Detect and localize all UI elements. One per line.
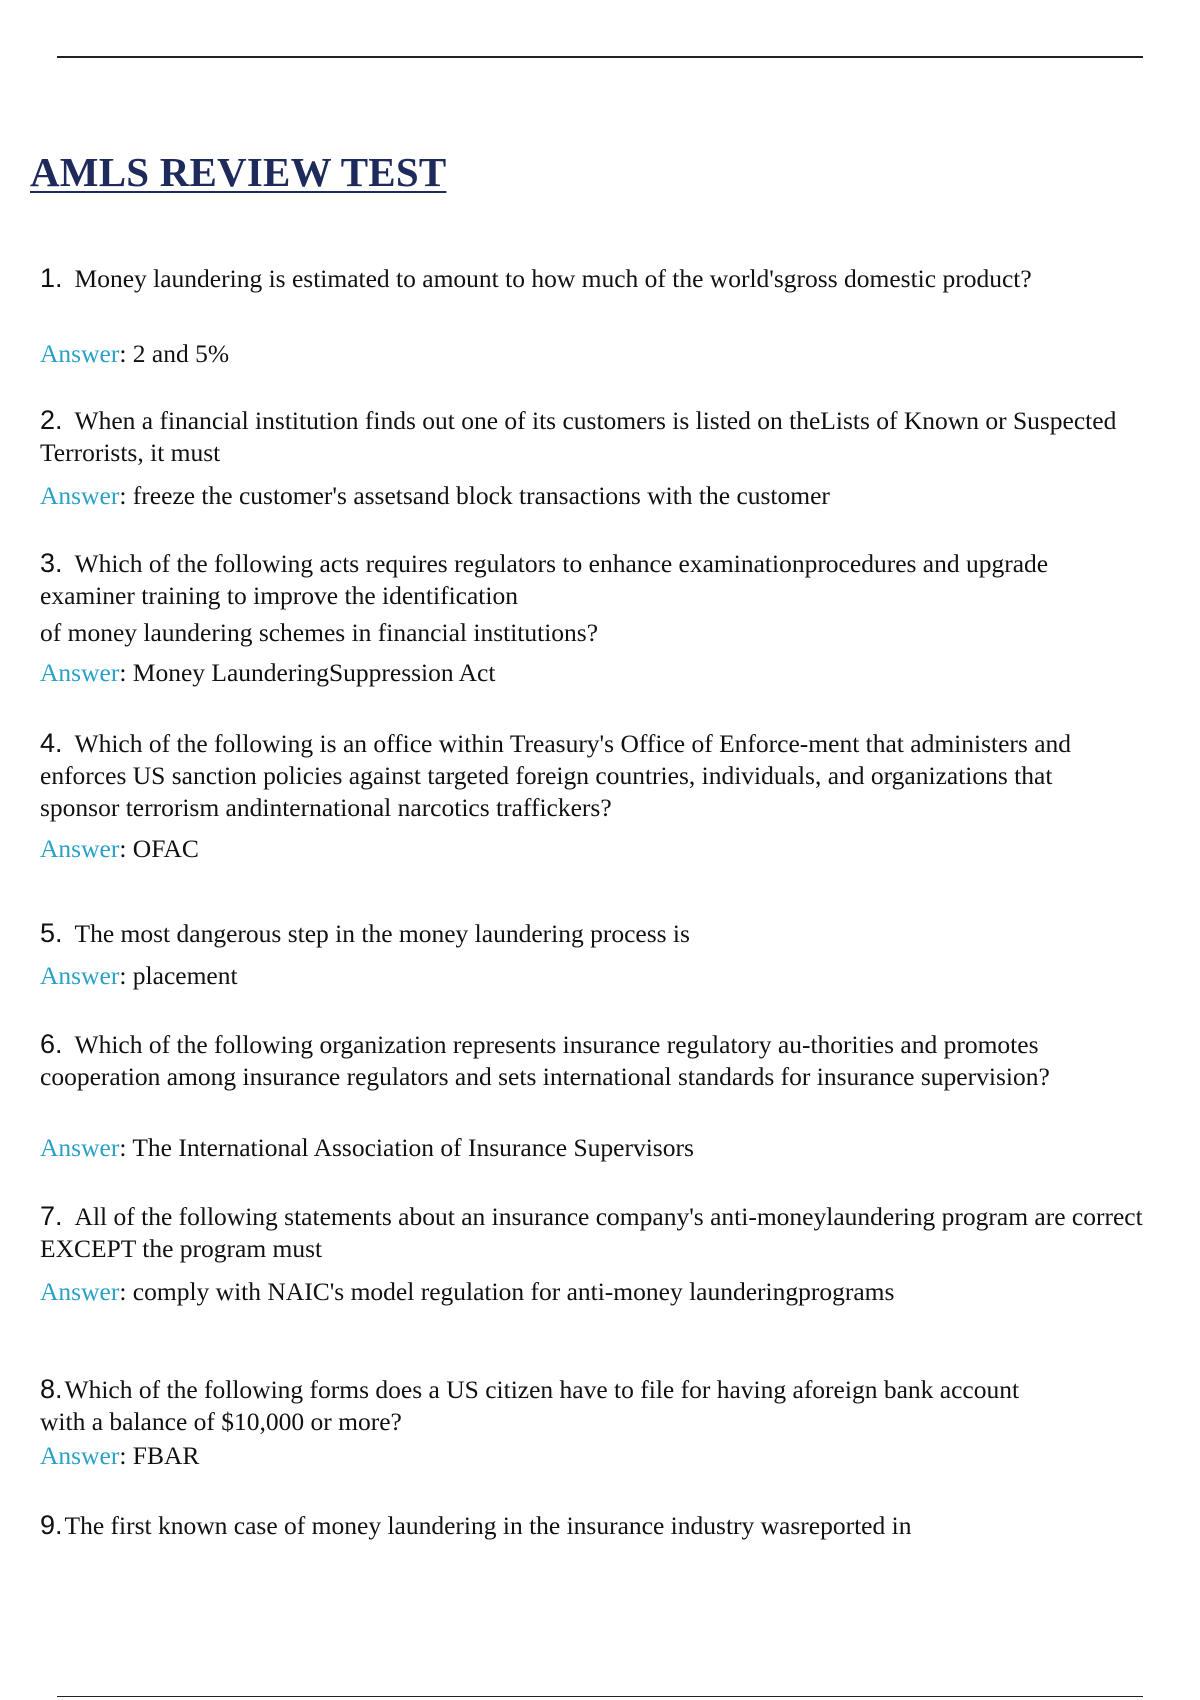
top-rule	[57, 56, 1143, 58]
question-1	[40, 262, 1165, 295]
question-text-continued: of money laundering schemes in financial institutions?	[40, 618, 599, 647]
answer-7: Answer: comply with NAIC's model regulation for anti-money launderingprograms	[40, 1277, 895, 1306]
question-text: The first known case of money laundering in the insurance industry wasreported in	[64, 1511, 912, 1540]
question-number: 1.	[40, 263, 63, 293]
answer-4: Answer: OFAC	[40, 834, 199, 863]
answer-5: Answer: placement	[40, 961, 238, 990]
answer-label: Answer	[40, 1441, 120, 1470]
question-text: When a financial institution finds out one of its customers is listed on theLists of Known or Suspected Terrorists, it must	[40, 406, 1117, 467]
question-3-continued	[40, 617, 1165, 649]
answer-text: freeze the customer's assetsand block transactions with the customer	[132, 481, 830, 510]
question-8	[40, 1373, 1060, 1438]
question-text: The most dangerous step in the money laundering process is	[74, 919, 690, 948]
question-text: Money laundering is estimated to amount to how much of the world'sgross domestic product?	[74, 264, 1032, 293]
answer-label: Answer	[40, 658, 120, 687]
question-text: Which of the following forms does a US citizen have to file for having aforeign bank account with a balance of $10,000 or more?	[40, 1375, 1020, 1436]
question-text: Which of the following is an office within Treasury's Office of Enforce-ment that administers and enforces US sanction policies against targeted foreign countries, individuals, and organizations that sponsor terrorism andinternational narcotics traffickers?	[40, 729, 1072, 822]
question-text: All of the following statements about an insurance company's anti-moneylaundering program are correct EXCEPT the program must	[40, 1202, 1143, 1263]
answer-text: Money LaunderingSuppression Act	[132, 658, 496, 687]
answer-label: Answer	[40, 834, 120, 863]
question-number: 6.	[40, 1029, 63, 1059]
answer-text: FBAR	[132, 1441, 200, 1470]
answer-text: OFAC	[132, 834, 199, 863]
question-text: Which of the following acts requires regulators to enhance examinationprocedures and upgrade examiner training to improve the identification	[40, 549, 1049, 610]
question-number: 3.	[40, 548, 63, 578]
question-3	[40, 547, 1130, 612]
question-4	[40, 727, 1100, 824]
answer-text: comply with NAIC's model regulation for anti-money launderingprograms	[132, 1277, 895, 1306]
bottom-rule	[57, 1696, 1143, 1697]
question-number: 5.	[40, 918, 63, 948]
question-9	[40, 1509, 1165, 1542]
question-number: 8.	[40, 1374, 63, 1404]
answer-label: Answer	[40, 481, 120, 510]
answer-text: The International Association of Insurance Supervisors	[132, 1133, 694, 1162]
question-number: 7.	[40, 1201, 63, 1231]
question-number: 2.	[40, 405, 63, 435]
question-text: Which of the following organization represents insurance regulatory au-thorities and promotes cooperation among insurance regulators and sets international standards for insurance supervision?	[40, 1030, 1050, 1091]
answer-label: Answer	[40, 1277, 120, 1306]
answer-label: Answer	[40, 1133, 120, 1162]
question-2	[40, 404, 1168, 469]
question-6	[40, 1028, 1135, 1093]
question-number: 9.	[40, 1510, 63, 1540]
answer-6: Answer: The International Association of Insurance Supervisors	[40, 1133, 694, 1162]
question-7	[40, 1200, 1165, 1265]
answer-8: Answer: FBAR	[40, 1441, 200, 1470]
question-5	[40, 917, 1165, 950]
answer-text: placement	[132, 961, 238, 990]
page-title: AMLS REVIEW TEST	[30, 149, 447, 195]
answer-label: Answer	[40, 339, 120, 368]
answer-3: Answer: Money LaunderingSuppression Act	[40, 658, 496, 687]
answer-1: Answer: 2 and 5%	[40, 339, 230, 368]
question-number: 4.	[40, 728, 63, 758]
answer-2: Answer: freeze the customer's assetsand block transactions with the customer	[40, 481, 830, 510]
answer-label: Answer	[40, 961, 120, 990]
answer-text: 2 and 5%	[132, 339, 230, 368]
